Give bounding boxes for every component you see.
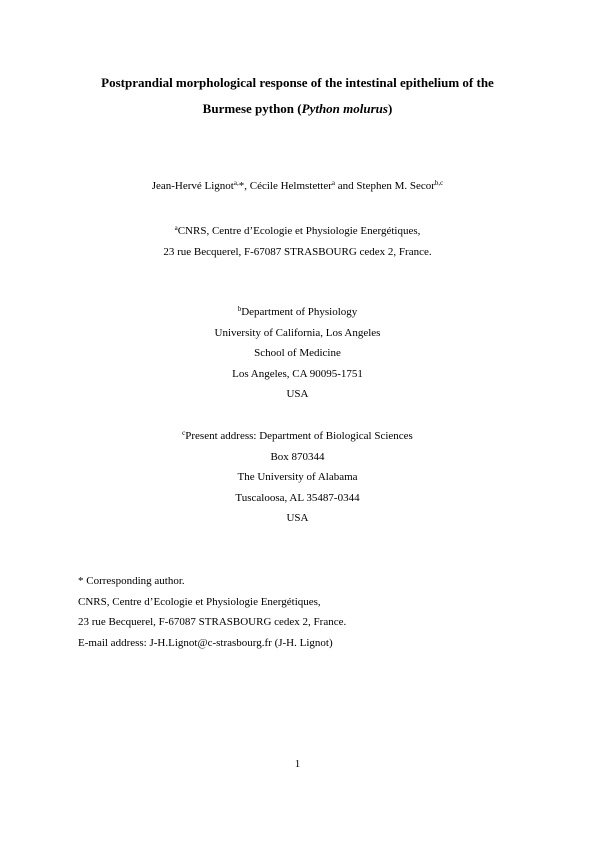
affiliation-c-line-5: USA [286,512,309,524]
affiliation-c-line-4: Tuscaloosa, AL 35487-0344 [235,491,360,504]
author-1-star: *, [238,180,250,192]
corresponding-author-label: * Corresponding author. [78,575,185,587]
title-line-1: Postprandial morphological response of the intestinal epithelium of the [101,75,494,90]
affiliation-c-line-3: The University of Alabama [237,471,358,483]
affiliation-c [40,426,555,529]
author-2-name: Cécile Helmstetter [249,180,332,192]
author-1-name: Jean-Hervé Lignot [151,180,234,192]
author-1-affiliation-mark: a, [233,179,239,187]
author-2-affiliation-mark: a [331,179,336,187]
affiliation-a-line-2: 23 rue Becquerel, F-67087 STRASBOURG cedex 2, France. [163,245,432,258]
affiliation-a-mark: a [174,224,178,232]
title-line-2-suffix: ) [387,101,393,116]
author-3-affiliation-mark: b,c [434,179,444,187]
paper-title [40,70,555,122]
affiliation-b-mark: b [237,305,242,313]
affiliation-c-mark: c [182,429,186,437]
correspondence-address-line-1: CNRS, Centre d’Ecologie et Physiologie Energétiques, [78,595,321,608]
affiliation-b-line-2: University of California, Los Angeles [214,326,381,339]
affiliation-a-line-1: $^a$CNRS, Centre d’Ecologie et Physiologie Energétiques, [174,224,421,237]
affiliation-b [40,302,555,405]
species-name: Python molurus [301,101,388,116]
page-number: 1 [294,758,301,770]
author-joiner: and [335,180,357,192]
author-3-name: Stephen M. Secor [356,180,435,192]
affiliation-b-line-3: School of Medicine [254,347,341,359]
correspondence-address-line-2: 23 rue Becquerel, F-67087 STRASBOURG cedex 2, France. [78,616,347,628]
title-line-2-prefix: Burmese python ( [202,101,302,116]
affiliation-a [40,221,555,262]
affiliation-b-line-1: $^b$Department of Physiology [237,305,358,318]
author-list [40,180,555,192]
correspondence-email: E-mail address: J-H.Lignot@c-strasbourg.fr (J-H. Lignot) [78,636,333,649]
affiliation-b-line-5: USA [286,388,309,400]
title-line-2 [40,96,555,122]
affiliation-c-line-2: Box 870344 [270,450,325,463]
correspondence-block [78,571,346,653]
affiliation-c-line-1: $^c$Present address: Department of Biological Sciences [182,429,413,442]
affiliation-b-line-4: Los Angeles, CA 90095-1751 [232,367,363,380]
